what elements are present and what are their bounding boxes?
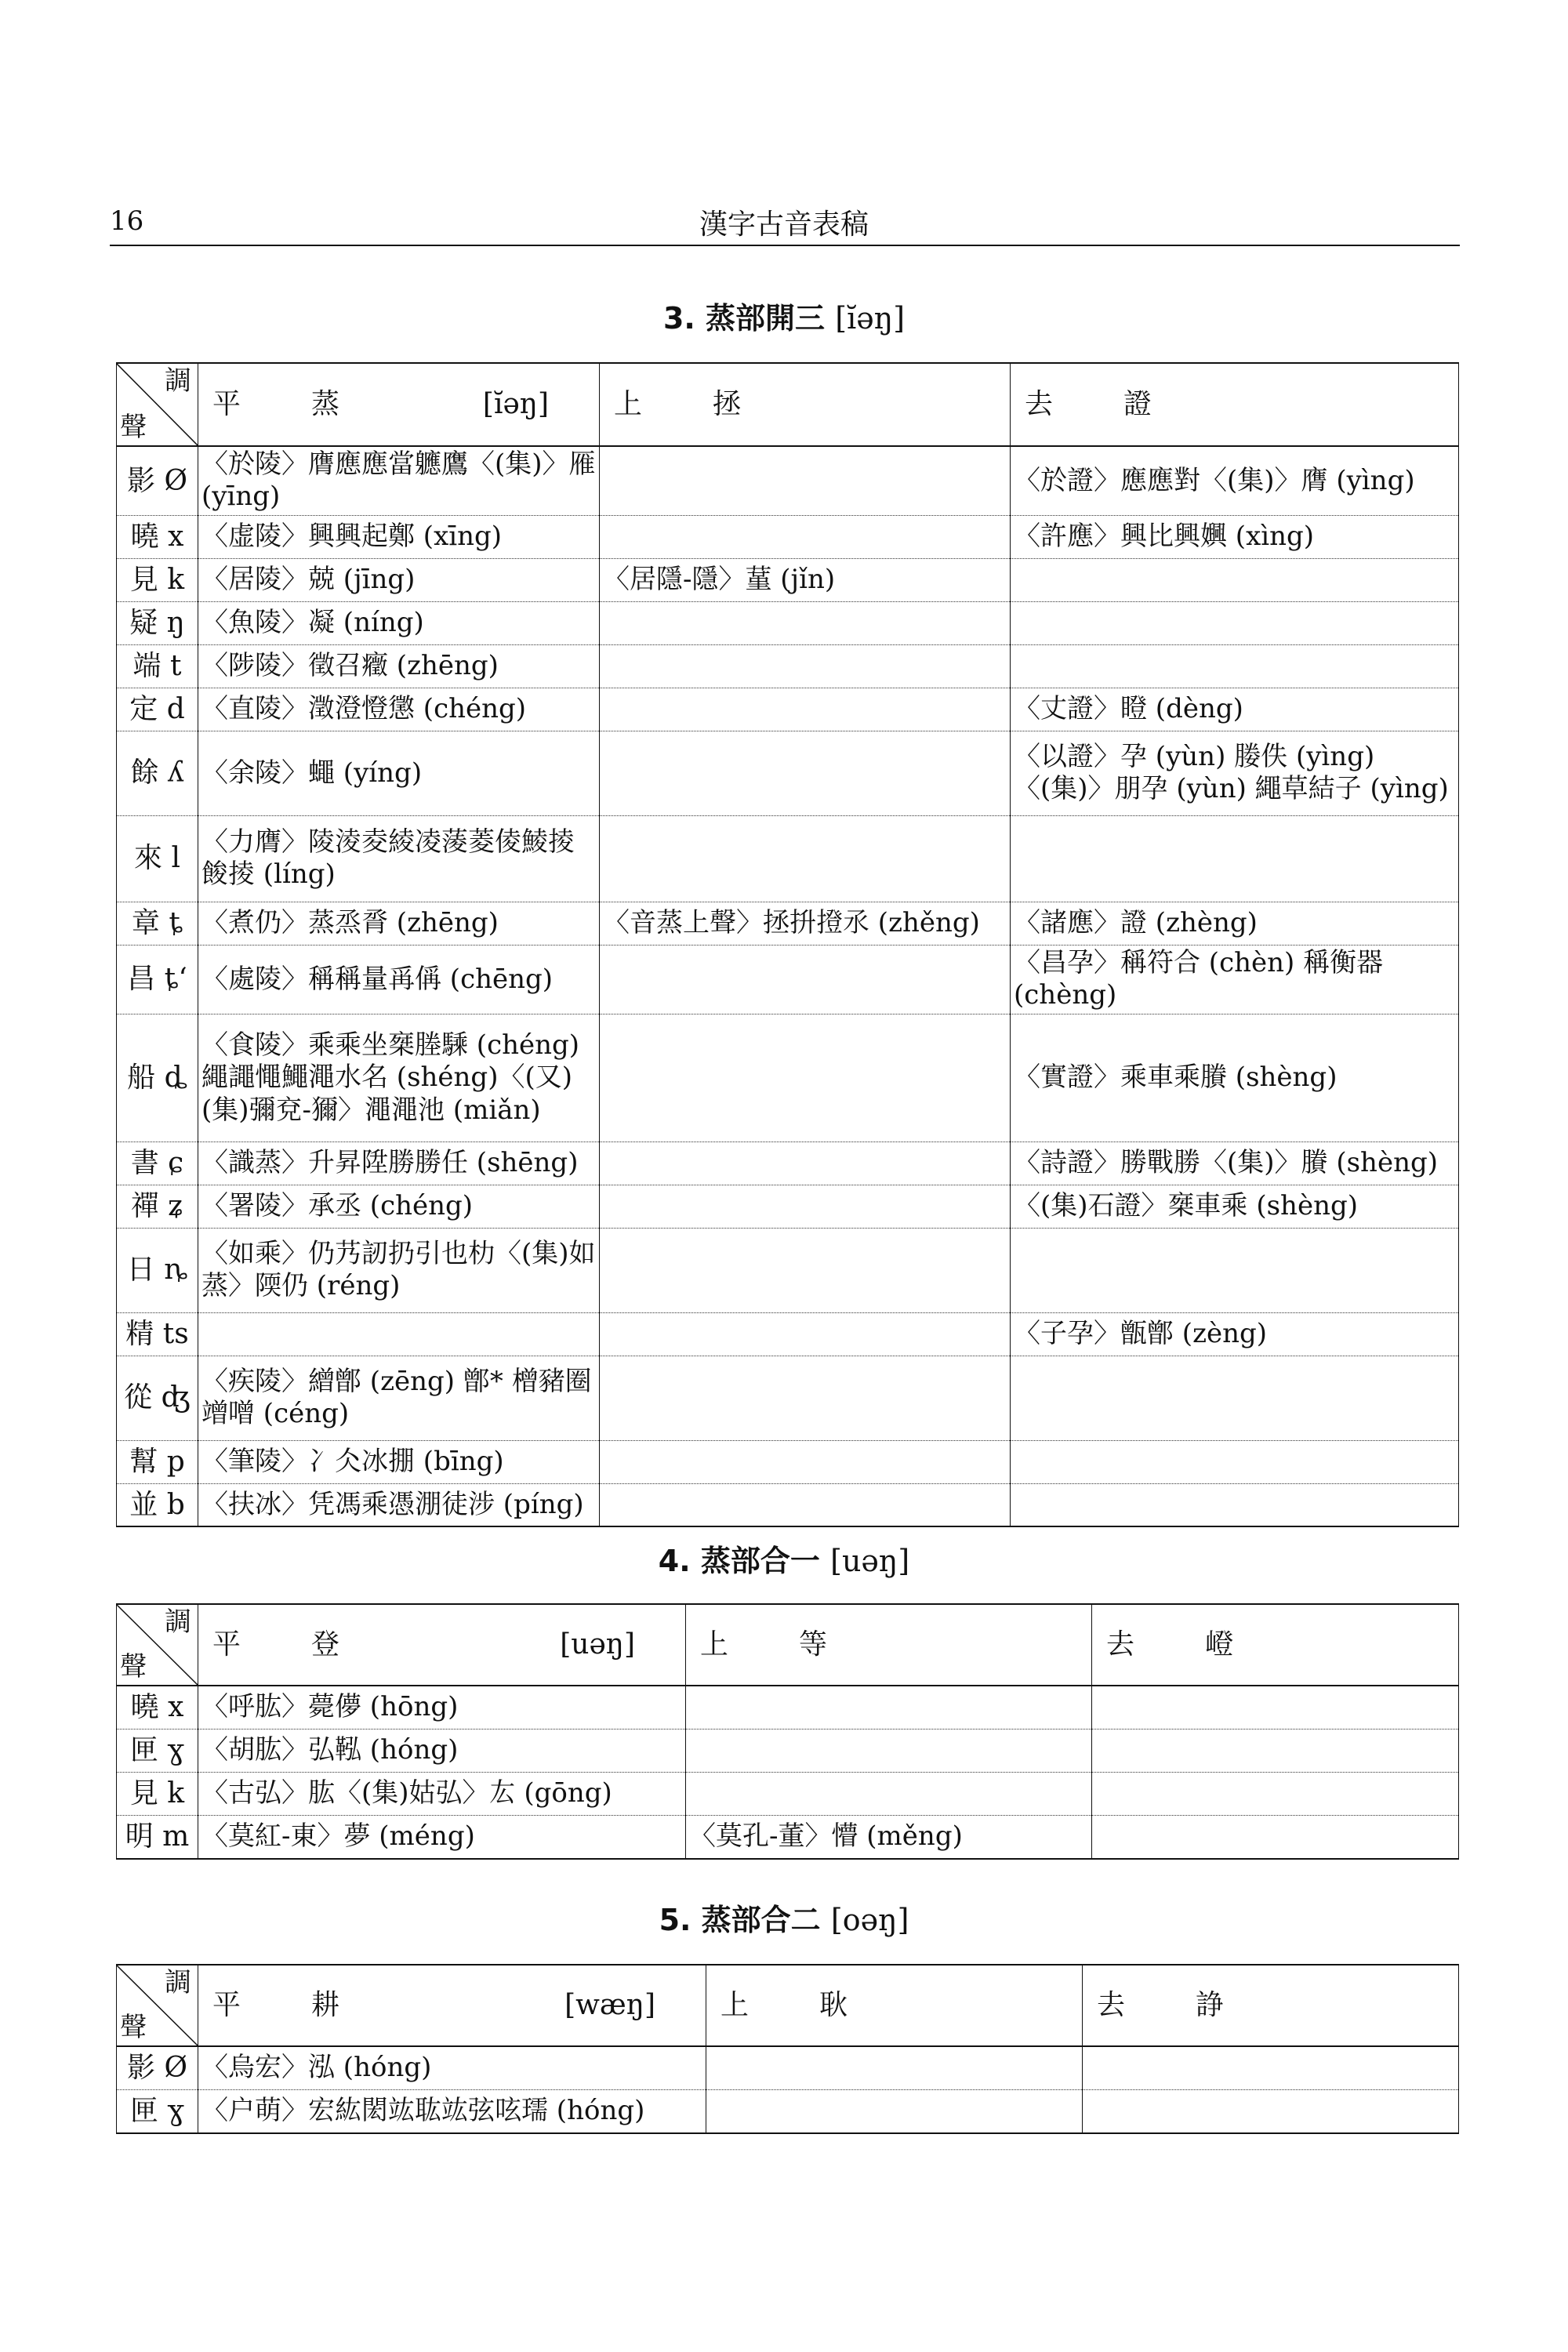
table-row [117,558,1459,601]
initial-cell: 餘 ʎ [117,731,198,815]
rising-tone-cell [600,1440,1011,1483]
tone-header [1083,1965,1459,2046]
tone-label: 去 [1025,388,1054,421]
initial-cell: 並 b [117,1483,198,1526]
departing-tone-cell: 〈昌孕〉稱符合 (chèn) 稱衡器 (chèng) [1011,945,1459,1014]
rising-tone-cell [600,688,1011,731]
rime-label: 蒸 [311,388,340,421]
initial-cell: 禪 ʑ [117,1185,198,1228]
table-row [117,1483,1459,1526]
tone-label: 上 [700,1628,729,1661]
level-tone-cell: 〈烏宏〉泓 (hóng) [198,2046,706,2089]
rising-tone-cell [600,601,1011,644]
table-row [117,1356,1459,1440]
corner-cell [117,363,198,446]
tone-header [198,363,600,446]
departing-tone-cell: 〈以證〉孕 (yùn) 媵佚 (yìng)〈(集)〉朋孕 (yùn) 繩草結子 (yìng) [1011,731,1459,815]
rime-label: 嶝 [1205,1628,1234,1661]
tone-header [1011,363,1459,446]
tone-header [706,1965,1083,2046]
corner-cell [117,1604,198,1686]
initial-cell: 曉 x [117,1686,198,1729]
tone-header [686,1604,1092,1686]
rhyme-table [116,1603,1459,1860]
rising-tone-cell: 〈居隱-隱〉蓳 (jǐn) [600,558,1011,601]
rime-ipa: [uəŋ] [560,1628,635,1661]
page-number: 16 [110,205,144,237]
table-row [117,688,1459,731]
rising-tone-cell [600,1356,1011,1440]
section-title-ipa: [ĭəŋ] [835,301,906,336]
departing-tone-cell [1092,1729,1459,1772]
initial-cell: 船 ȡ [117,1014,198,1142]
departing-tone-cell: 〈丈證〉瞪 (dèng) [1011,688,1459,731]
corner-initial-label: 聲 [120,411,147,443]
initial-cell: 從 ʤ [117,1356,198,1440]
section-title-text: 5. 蒸部合二 [659,1903,821,1937]
initial-cell: 見 k [117,558,198,601]
table-row [117,2089,1459,2133]
table-row [117,1772,1459,1815]
initial-cell: 來 l [117,815,198,902]
initial-cell: 章 ȶ [117,902,198,945]
departing-tone-cell: 〈實證〉乘車乘賸 (shèng) [1011,1014,1459,1142]
table-row [117,2046,1459,2089]
rhyme-table-body [117,363,1459,1526]
section-title-ipa: [oəŋ] [830,1903,909,1937]
level-tone-cell: 〈虚陵〉興興起鄭 (xīng) [198,515,600,558]
corner-cell [117,1965,198,2046]
level-tone-cell: 〈力膺〉陵淩夌綾凌蔆菱倰鯪掕餕掕 (líng) [198,815,600,902]
rising-tone-cell: 〈莫孔-董〉懵 (měng) [686,1815,1092,1859]
departing-tone-cell [1011,1440,1459,1483]
tone-label: 平 [212,388,241,421]
tone-header [600,363,1011,446]
departing-tone-cell: 〈許應〉興比興嬹 (xìng) [1011,515,1459,558]
level-tone-cell: 〈魚陵〉凝 (níng) [198,601,600,644]
initial-cell: 定 d [117,688,198,731]
initial-cell: 匣 ɣ [117,1729,198,1772]
running-title: 漢字古音表稿 [699,209,869,241]
rising-tone-cell [600,731,1011,815]
table-header-row [117,363,1459,446]
rime-label: 證 [1123,388,1152,421]
rising-tone-cell [600,945,1011,1014]
level-tone-cell: 〈疾陵〉繒鄫 (zēng) 鄫* 橧豬圈 竲噌 (céng) [198,1356,600,1440]
rhyme-table-body [117,1604,1459,1859]
departing-tone-cell [1083,2089,1459,2133]
initial-cell: 疑 ŋ [117,601,198,644]
section-title-text: 4. 蒸部合一 [658,1544,820,1578]
tone-label: 去 [1106,1628,1135,1661]
section-title-text: 3. 蒸部開三 [662,301,826,336]
corner-initial-label: 聲 [120,1650,147,1682]
table-row [117,1815,1459,1859]
rime-label: 諍 [1196,1989,1225,2022]
initial-cell: 匣 ɣ [117,2089,198,2133]
corner-initial-label: 聲 [120,2011,147,2043]
rising-tone-cell [600,1483,1011,1526]
rime-ipa: [wæŋ] [564,1989,655,2022]
rhyme-table [116,1964,1459,2134]
rising-tone-cell [600,1228,1011,1312]
rime-label: 耿 [819,1989,848,2022]
departing-tone-cell [1011,815,1459,902]
level-tone-cell: 〈於陵〉膺應應當軈鷹〈(集)〉雁 (yīng) [198,446,600,515]
departing-tone-cell [1011,644,1459,688]
rime-label: 登 [311,1628,340,1661]
initial-cell: 精 ts [117,1312,198,1356]
table-row [117,1142,1459,1185]
section-title [0,1896,1568,1939]
tone-header [1092,1604,1459,1686]
rime-label: 耕 [311,1989,340,2022]
rising-tone-cell [686,1772,1092,1815]
initial-cell: 明 m [117,1815,198,1859]
level-tone-cell: 〈古弘〉肱〈(集)姑弘〉厷 (gōng) [198,1772,686,1815]
level-tone-cell: 〈食陵〉乘乘坐椉塍騬 (chéng) 繩譝憴鱦澠水名 (shéng)〈(又)(集)彌兗-獮〉澠澠池 (miǎn) [198,1014,600,1142]
level-tone-cell: 〈直陵〉澂澄憕懲 (chéng) [198,688,600,731]
departing-tone-cell: 〈於證〉應應對〈(集)〉膺 (yìng) [1011,446,1459,515]
departing-tone-cell: 〈(集)石證〉椉車乘 (shèng) [1011,1185,1459,1228]
rising-tone-cell [600,1312,1011,1356]
rising-tone-cell [600,1185,1011,1228]
initial-cell: 端 t [117,644,198,688]
table-row [117,1014,1459,1142]
tone-label: 去 [1097,1989,1126,2022]
initial-cell: 日 ȵ [117,1228,198,1312]
table-header-row [117,1604,1459,1686]
header-rule [110,245,1460,246]
table-header-row [117,1965,1459,2046]
initial-cell: 影 Ø [117,446,198,515]
rising-tone-cell: 〈音蒸上聲〉拯抍撜氶 (zhěng) [600,902,1011,945]
departing-tone-cell [1011,1228,1459,1312]
table-row [117,1228,1459,1312]
section-title [0,1537,1568,1580]
level-tone-cell: 〈扶冰〉凭馮乘憑淜徒涉 (píng) [198,1483,600,1526]
initial-cell: 曉 x [117,515,198,558]
level-tone-cell: 〈署陵〉承丞 (chéng) [198,1185,600,1228]
departing-tone-cell [1092,1686,1459,1729]
rime-label: 拯 [713,388,742,421]
initial-cell: 幫 p [117,1440,198,1483]
rhyme-table-body [117,1965,1459,2133]
table-row [117,446,1459,515]
level-tone-cell: 〈陟陵〉徵召癥 (zhēng) [198,644,600,688]
rime-ipa: [ĭəŋ] [482,388,549,421]
initial-cell: 昌 ȶʻ [117,945,198,1014]
level-tone-cell [198,1312,600,1356]
corner-tone-label: 調 [165,1967,191,1998]
rising-tone-cell [600,446,1011,515]
table-row [117,945,1459,1014]
rising-tone-cell [706,2089,1083,2133]
departing-tone-cell [1092,1815,1459,1859]
rising-tone-cell [600,1142,1011,1185]
table-row [117,644,1459,688]
tone-header [198,1965,706,2046]
table-row [117,1686,1459,1729]
initial-cell: 影 Ø [117,2046,198,2089]
table-row [117,1729,1459,1772]
tone-label: 平 [212,1628,241,1661]
table-row [117,515,1459,558]
rime-label: 等 [799,1628,828,1661]
departing-tone-cell [1011,601,1459,644]
rising-tone-cell [600,644,1011,688]
departing-tone-cell [1011,1483,1459,1526]
tone-header [198,1604,686,1686]
level-tone-cell: 〈筆陵〉冫仌冰掤 (bīng) [198,1440,600,1483]
level-tone-cell: 〈識蒸〉升昇陞勝勝任 (shēng) [198,1142,600,1185]
table-row [117,1185,1459,1228]
level-tone-cell: 〈胡肱〉弘鞃 (hóng) [198,1729,686,1772]
rising-tone-cell [600,815,1011,902]
level-tone-cell: 〈處陵〉稱稱量爯偁 (chēng) [198,945,600,1014]
level-tone-cell: 〈居陵〉兢 (jīng) [198,558,600,601]
departing-tone-cell [1011,558,1459,601]
level-tone-cell: 〈如乘〉仍艿訒扔引也朸〈(集)如蒸〉陾仍 (réng) [198,1228,600,1312]
section-title-ipa: [uəŋ] [830,1544,910,1578]
table-row [117,902,1459,945]
tone-label: 上 [614,388,643,421]
level-tone-cell: 〈呼肱〉薨儚 (hōng) [198,1686,686,1729]
section-title [0,294,1568,337]
departing-tone-cell [1092,1772,1459,1815]
table-row [117,731,1459,815]
rising-tone-cell [706,2046,1083,2089]
level-tone-cell: 〈莫紅-東〉夢 (méng) [198,1815,686,1859]
departing-tone-cell [1083,2046,1459,2089]
corner-tone-label: 調 [165,1606,191,1638]
rising-tone-cell [600,1014,1011,1142]
tone-label: 平 [212,1989,241,2022]
departing-tone-cell: 〈詩證〉勝戰勝〈(集)〉賸 (shèng) [1011,1142,1459,1185]
level-tone-cell: 〈户萌〉宏紘閎竑耾竑弦呟瓀 (hóng) [198,2089,706,2133]
initial-cell: 見 k [117,1772,198,1815]
rising-tone-cell [686,1686,1092,1729]
table-row [117,815,1459,902]
departing-tone-cell: 〈子孕〉甑鄫 (zèng) [1011,1312,1459,1356]
table-row [117,1312,1459,1356]
rhyme-table [116,362,1459,1527]
departing-tone-cell [1011,1356,1459,1440]
tone-label: 上 [720,1989,750,2022]
table-row [117,601,1459,644]
initial-cell: 書 ɕ [117,1142,198,1185]
rising-tone-cell [686,1729,1092,1772]
rising-tone-cell [600,515,1011,558]
level-tone-cell: 〈余陵〉蠅 (yíng) [198,731,600,815]
corner-tone-label: 調 [165,365,191,397]
level-tone-cell: 〈煮仍〉蒸烝脀 (zhēng) [198,902,600,945]
departing-tone-cell: 〈諸應〉證 (zhèng) [1011,902,1459,945]
table-row [117,1440,1459,1483]
